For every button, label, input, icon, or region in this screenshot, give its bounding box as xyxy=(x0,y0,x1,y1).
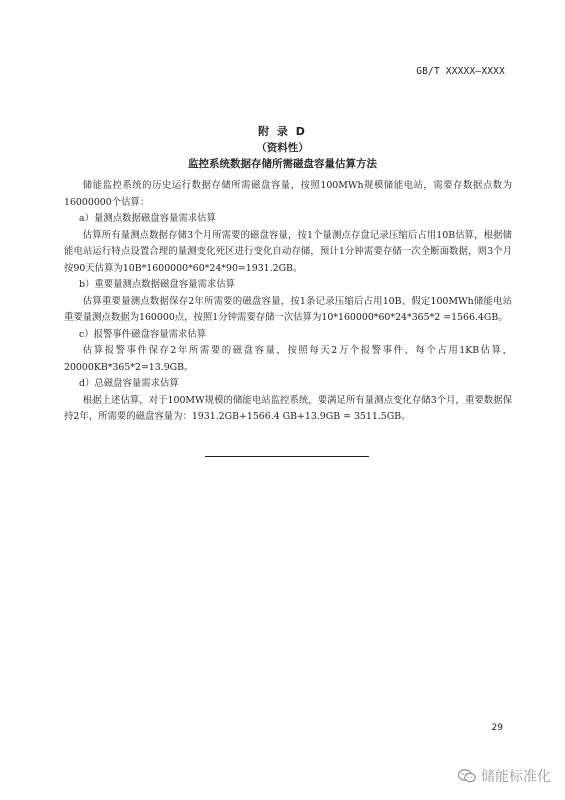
watermark-text: 储能标准化 xyxy=(481,769,551,785)
item-a-text: 估算所有量测点数据存储3个月所需要的磁盘容量，按1个量测点存盘记录压缩后占用10B估算，根据储能电站运行特点设置合理的量测变化死区进行变化自动存储，预计1分钟需要存储一次全断面数据，则3个月按90天估算为10B*1600000*60*24*90=1931.2GB。 xyxy=(64,229,512,274)
item-a-title: a）量测点数据磁盘容量需求估算 xyxy=(79,213,216,224)
annex-type: （资料性） xyxy=(256,142,309,154)
page-number: 29 xyxy=(491,723,503,733)
item-c-text: 估算报警事件保存2年所需要的磁盘容量，按照每天2万个报警事件、每个占用1KB估算，20000KB*365*2=13.9GB。 xyxy=(64,345,512,373)
item-d-text: 根据上述估算，对于100MW规模的储能电站监控系统，要满足所有量测点变化存储3个月，重要数据保持2年，所需要的磁盘容量为：1931.2GB+1566.4 GB+13.9GB = 3511.5GB。 xyxy=(64,394,512,422)
watermark xyxy=(457,766,551,786)
annex-title: 附 录 D xyxy=(258,125,307,138)
item-c-title: c）报警事件磁盘容量需求估算 xyxy=(79,328,207,340)
standard-code: GB/T XXXXX—XXXX xyxy=(416,66,505,77)
item-d-title: d）总磁盘容量需求估算 xyxy=(79,378,179,389)
item-b-text: 估算重要量测点数据保存2年所需要的磁盘容量，按1条记录压缩后占用10B、假定100MWh储能电站重要量测点数据为160000点，按照1分钟需要存储一次估算为10*160000*60*24*365*2 =1566.4GB。 xyxy=(64,295,512,323)
end-of-annex-rule xyxy=(205,456,369,457)
item-b-title: b）重要量测点数据磁盘容量需求估算 xyxy=(79,279,236,290)
annex-body xyxy=(64,178,512,426)
annex-heading: 监控系统数据存储所需磁盘容量估算方法 xyxy=(188,158,377,170)
wechat-icon xyxy=(457,768,477,784)
intro-paragraph: 储能监控系统的历史运行数据存储所需磁盘容量，按照100MWh规模储能电站，需要存数据点数为16000000个估算： xyxy=(64,180,512,208)
